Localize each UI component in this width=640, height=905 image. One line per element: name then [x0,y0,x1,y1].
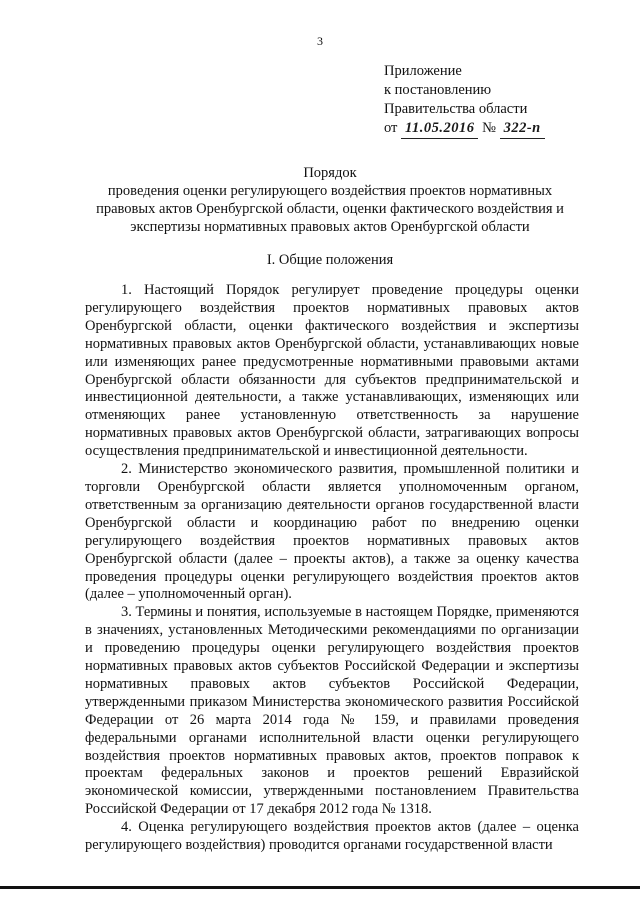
appendix-decree-ref: к постановлению [384,82,492,98]
title-line-4: экспертизы нормативных правовых актов Оренбургской области [130,219,530,235]
section-heading: I. Общие положения [266,252,394,268]
paragraph-1: 1. Настоящий Порядок регулирует проведение процедуры оценки регулирующего воздействия проектов нормативных правовых актов Оренбургской области, оценки фактического воздействия и экспертизы нормативных правовых актов Оренбургской области, устанавливающих новые или изменяющих ранее предусмотренные нормативными правовыми актами Оренбургской области обязанности для субъектов предпринимательской и инвестиционной деятельности, а также устанавливающих, изменяющих или отменяющих ранее установленную ответственность за нарушение нормативных правовых актов Оренбургской области, затрагивающих вопросы осуществления предпринимательской и инвестиционной деятельности. [85,282,579,460]
paragraph-3: 3. Термины и понятия, используемые в настоящем Порядке, применяются в значениях, установленных Методическими рекомендациями по организации и проведению процедуры оценки регулирующего воздействия проектов нормативных правовых актов субъектов Российской Федерации и экспертизы нормативных правовых актов субъектов Российской Федерации, утвержденными приказом Министерства экономического развития Российской Федерации от 26 марта 2014 года № 159, и правилами проведения федеральными органами исполнительной власти оценки регулирующего воздействия проектов нормативных правовых актов, проектов поправок к проектам федеральных законов и проектов решений Евразийской экономической комиссии, утвержденными постановлением Правительства Российской Федерации от 17 декабря 2012 года № 1318. [85,604,579,818]
title-line-3: правовых актов Оренбургской области, оценки фактического воздействия и [96,201,564,217]
handwritten-number: 322-п [500,119,545,139]
document-title [60,164,600,236]
number-prefix: № [482,120,496,136]
appendix-block [384,62,545,139]
appendix-government: Правительства области [384,101,528,117]
handwritten-date: 11.05.2016 [401,119,478,139]
bottom-rule [0,886,640,889]
paragraph-2: 2. Министерство экономического развития, промышленной политики и торговли Оренбургской области является уполномоченным органом, ответственным за организацию деятельности органов государственной власти Оренбургской области и координацию работ по внедрению оценки регулирующего воздействия проектов нормативных правовых актов Оренбургской области (далее – проекты актов), а также за оценку качества проведения процедуры оценки регулирующего воздействия проектов актов (далее – уполномоченный орган). [85,461,579,603]
appendix-label: Приложение [384,63,462,79]
page-number: 3 [317,34,323,48]
date-prefix: от [384,120,398,136]
body-text [85,282,579,855]
appendix-date-number-line [384,119,545,139]
paragraph-4: 4. Оценка регулирующего воздействия проектов актов (далее – оценка регулирующего воздействия) проводится органами государственной власти [85,819,579,854]
title-line-1: Порядок [303,165,357,181]
title-line-2: проведения оценки регулирующего воздействия проектов нормативных [107,183,553,199]
